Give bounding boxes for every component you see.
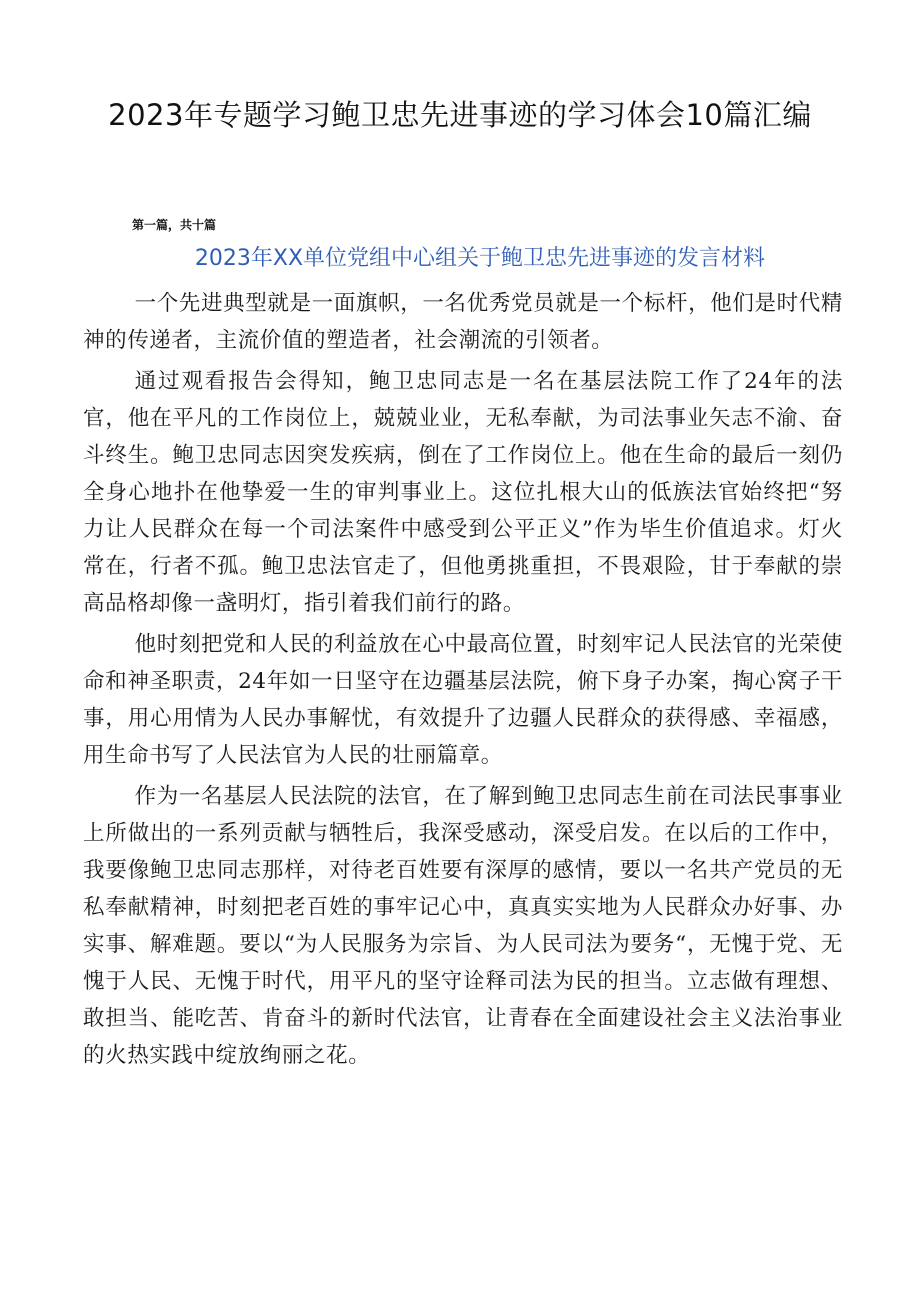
section-label: 第一篇，共十篇: [132, 218, 217, 232]
paragraph: 一个先进典型就是一面旗帜，一名优秀党员就是一个标杆，他们是时代精神的传递者，主流价值的塑造者，社会潮流的引领者。: [83, 291, 843, 353]
paragraph: 通过观看报告会得知，鲍卫忠同志是一名在基层法院工作了24年的法官，他在平凡的工作岗位上，兢兢业业，无私奉献，为司法事业矢志不渝、奋斗终生。鲍卫忠同志因突发疾病，倒在了工作岗位上。他在生命的最后一刻仍全身心地扑在他挚爱一生的审判事业上。这位扎根大山的低族法官始终把“努力让人民群众在每一个司法案件中感受到公平正义”作为毕生价值追求。灯火常在，行者不孤。鲍卫忠法官走了，但他勇挑重担，不畏艰险，甘于奉献的崇高品格却像一盏明灯，指引着我们前行的路。: [83, 369, 843, 616]
section-heading: 2023年XX单位党组中心组关于鲍卫忠先进事迹的发言材料: [194, 246, 766, 271]
paragraph: 作为一名基层人民法院的法官，在了解到鲍卫忠同志生前在司法民事事业上所做出的一系列贡献与牺牲后，我深受感动，深受启发。在以后的工作中，我要像鲍卫忠同志那样，对待老百姓要有深厚的感情，要以一名共产党员的无私奉献精神，时刻把老百姓的事牢记心中，真真实实地为人民群众办好事、办实事、解难题。要以“为人民服务为宗旨、为人民司法为要务“，无愧于党、无愧于人民、无愧于时代，用平凡的坚守诠释司法为民的担当。立志做有理想、敢担当、能吃苦、肯奋斗的新时代法官，让青春在全面建设社会主义法治事业的火热实践中绽放绚丽之花。: [83, 784, 843, 1068]
paragraph: 他时刻把党和人民的利益放在心中最高位置，时刻牢记人民法官的光荣使命和神圣职责，24年如一日坚守在边疆基层法院，俯下身子办案，掏心窝子干事，用心用情为人民办事解忧，有效提升了边疆人民群众的获得感、幸福感，用生命书写了人民法官为人民的壮丽篇章。: [83, 632, 843, 768]
document-title: 2023年专题学习鲍卫忠先进事迹的学习体会10篇汇编: [108, 98, 812, 132]
document-body: [83, 285, 843, 1078]
